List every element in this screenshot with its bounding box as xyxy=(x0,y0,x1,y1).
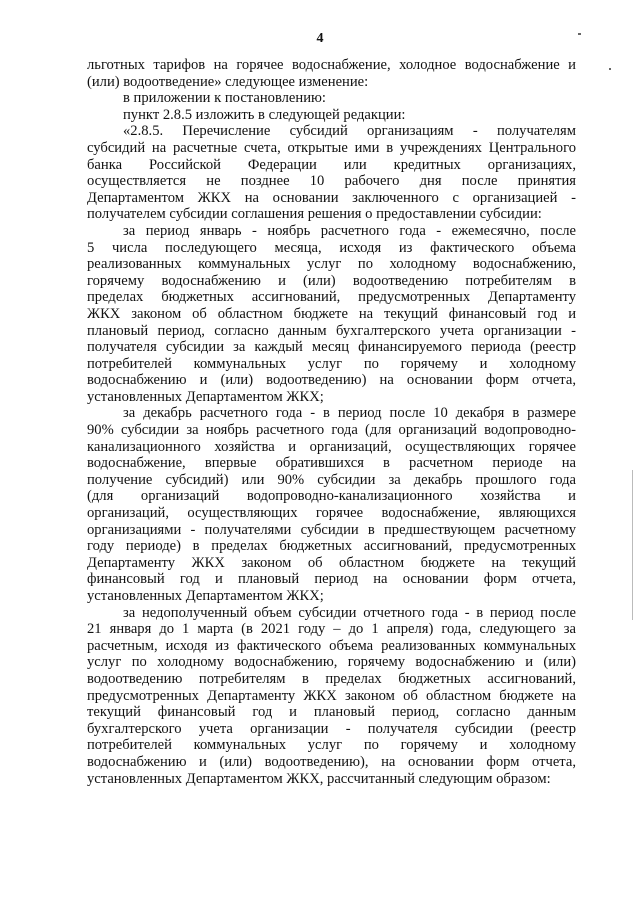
text-line: организаций, осуществляющих горячее водоснабжение, являющихся xyxy=(87,505,576,522)
text-line: ЖКХ законом об областном бюджете на текущий финансовый год и xyxy=(87,305,576,322)
text-line: горячему водоснабжению и (или) водоотведению потребителям в xyxy=(87,272,576,289)
text-line: получателя субсидии за каждый месяц финансируемого периода (реестр xyxy=(87,339,576,356)
text-line: получение субсидий) или 90% субсидии за декабрь прошлого года xyxy=(87,471,576,488)
text-line: банка Российской Федерации или кредитных организациях, xyxy=(87,156,576,173)
document-body xyxy=(87,57,576,787)
text-line: водоотведению потребителям в пределах бюджетных ассигнований, xyxy=(87,670,576,687)
text-line: (для организаций водопроводно-канализационного хозяйства и xyxy=(87,488,576,505)
scan-artifact xyxy=(609,68,611,70)
page-number: 4 xyxy=(316,31,324,46)
text-line: за декабрь расчетного года - в период после 10 декабря в размере xyxy=(123,405,576,422)
text-line: за недополученный объем субсидии отчетного года - в период после xyxy=(123,604,576,621)
text-line: году периоде) в пределах бюджетных ассигнований, предусмотренных xyxy=(87,538,576,555)
scan-artifact xyxy=(632,470,633,620)
text-line: в приложении к постановлению: xyxy=(123,90,326,107)
text-line: расчетным, исходя из фактического объема реализованных коммунальных xyxy=(87,637,576,654)
text-line: получателем субсидии соглашения решения о предоставлении субсидии: xyxy=(87,206,542,223)
text-line: 21 января до 1 марта (в 2021 году – до 1 апреля) года, следующего за xyxy=(87,621,576,638)
text-line: услуг по холодному водоснабжению, горячему водоснабжению и (или) xyxy=(87,654,576,671)
text-line: (или) водоотведение» следующее изменение: xyxy=(87,73,369,90)
text-line: потребителей коммунальных услуг по горячему и холодному xyxy=(87,737,576,754)
text-line: предусмотренных Департаменту ЖКХ законом об областном бюджете на xyxy=(87,687,576,704)
text-line: водоснабжению и (или) водоотведению), на основании форм отчета, xyxy=(87,753,576,770)
text-line: установленных Департаментом ЖКХ, рассчитанный следующим образом: xyxy=(87,770,551,787)
text-line: водоснабжению и (или) водоотведению) на основании форм отчета, xyxy=(87,372,576,389)
text-line: пункт 2.8.5 изложить в следующей редакции: xyxy=(123,106,406,123)
text-line: субсидий на расчетные счета, открытые ими в учреждениях Центрального xyxy=(87,139,576,156)
text-line: бухгалтерского учета организации - получателя субсидии (реестр xyxy=(87,720,576,737)
text-line: установленных Департаментом ЖКХ; xyxy=(87,388,324,405)
text-line: финансовый год и плановый период на основании форм отчета, xyxy=(87,571,576,588)
text-line: льготных тарифов на горячее водоснабжение, холодное водоснабжение и xyxy=(87,57,576,73)
text-line: Департаментом ЖКХ на основании заключенного с организацией - xyxy=(87,189,576,206)
text-line: водоснабжение, впервые обратившихся в расчетном периоде на xyxy=(87,455,576,472)
text-line: организациями - получателями субсидии в предшествующем расчетному xyxy=(87,521,576,538)
text-line: установленных Департаментом ЖКХ; xyxy=(87,588,324,604)
text-line: канализационного хозяйства и организаций, осуществляющих горячее xyxy=(87,438,576,455)
text-line: за период январь - ноябрь расчетного года - ежемесячно, после xyxy=(123,222,576,239)
text-line: реализованных коммунальных услуг по холодному водоснабжению, xyxy=(87,256,576,273)
text-line: «2.8.5. Перечисление субсидий организациям - получателям xyxy=(123,123,576,140)
text-line: 5 числа последующего месяца, исходя из фактического объема xyxy=(87,239,576,256)
text-line: пределах бюджетных ассигнований, предусмотренных Департаменту xyxy=(87,289,576,306)
scan-artifact xyxy=(578,33,581,35)
text-line: 90% субсидии за ноябрь расчетного года (для организаций водопроводно- xyxy=(87,422,576,439)
text-line: плановый период, согласно данным бухгалтерского учета организации - xyxy=(87,322,576,339)
text-line: текущий финансовый год и плановый период, согласно данным xyxy=(87,704,576,721)
text-line: Департаменту ЖКХ законом об областном бюджете на текущий xyxy=(87,554,576,571)
text-line: осуществляется не позднее 10 рабочего дня после принятия xyxy=(87,173,576,190)
text-line: потребителей коммунальных услуг по горячему и холодному xyxy=(87,355,576,372)
